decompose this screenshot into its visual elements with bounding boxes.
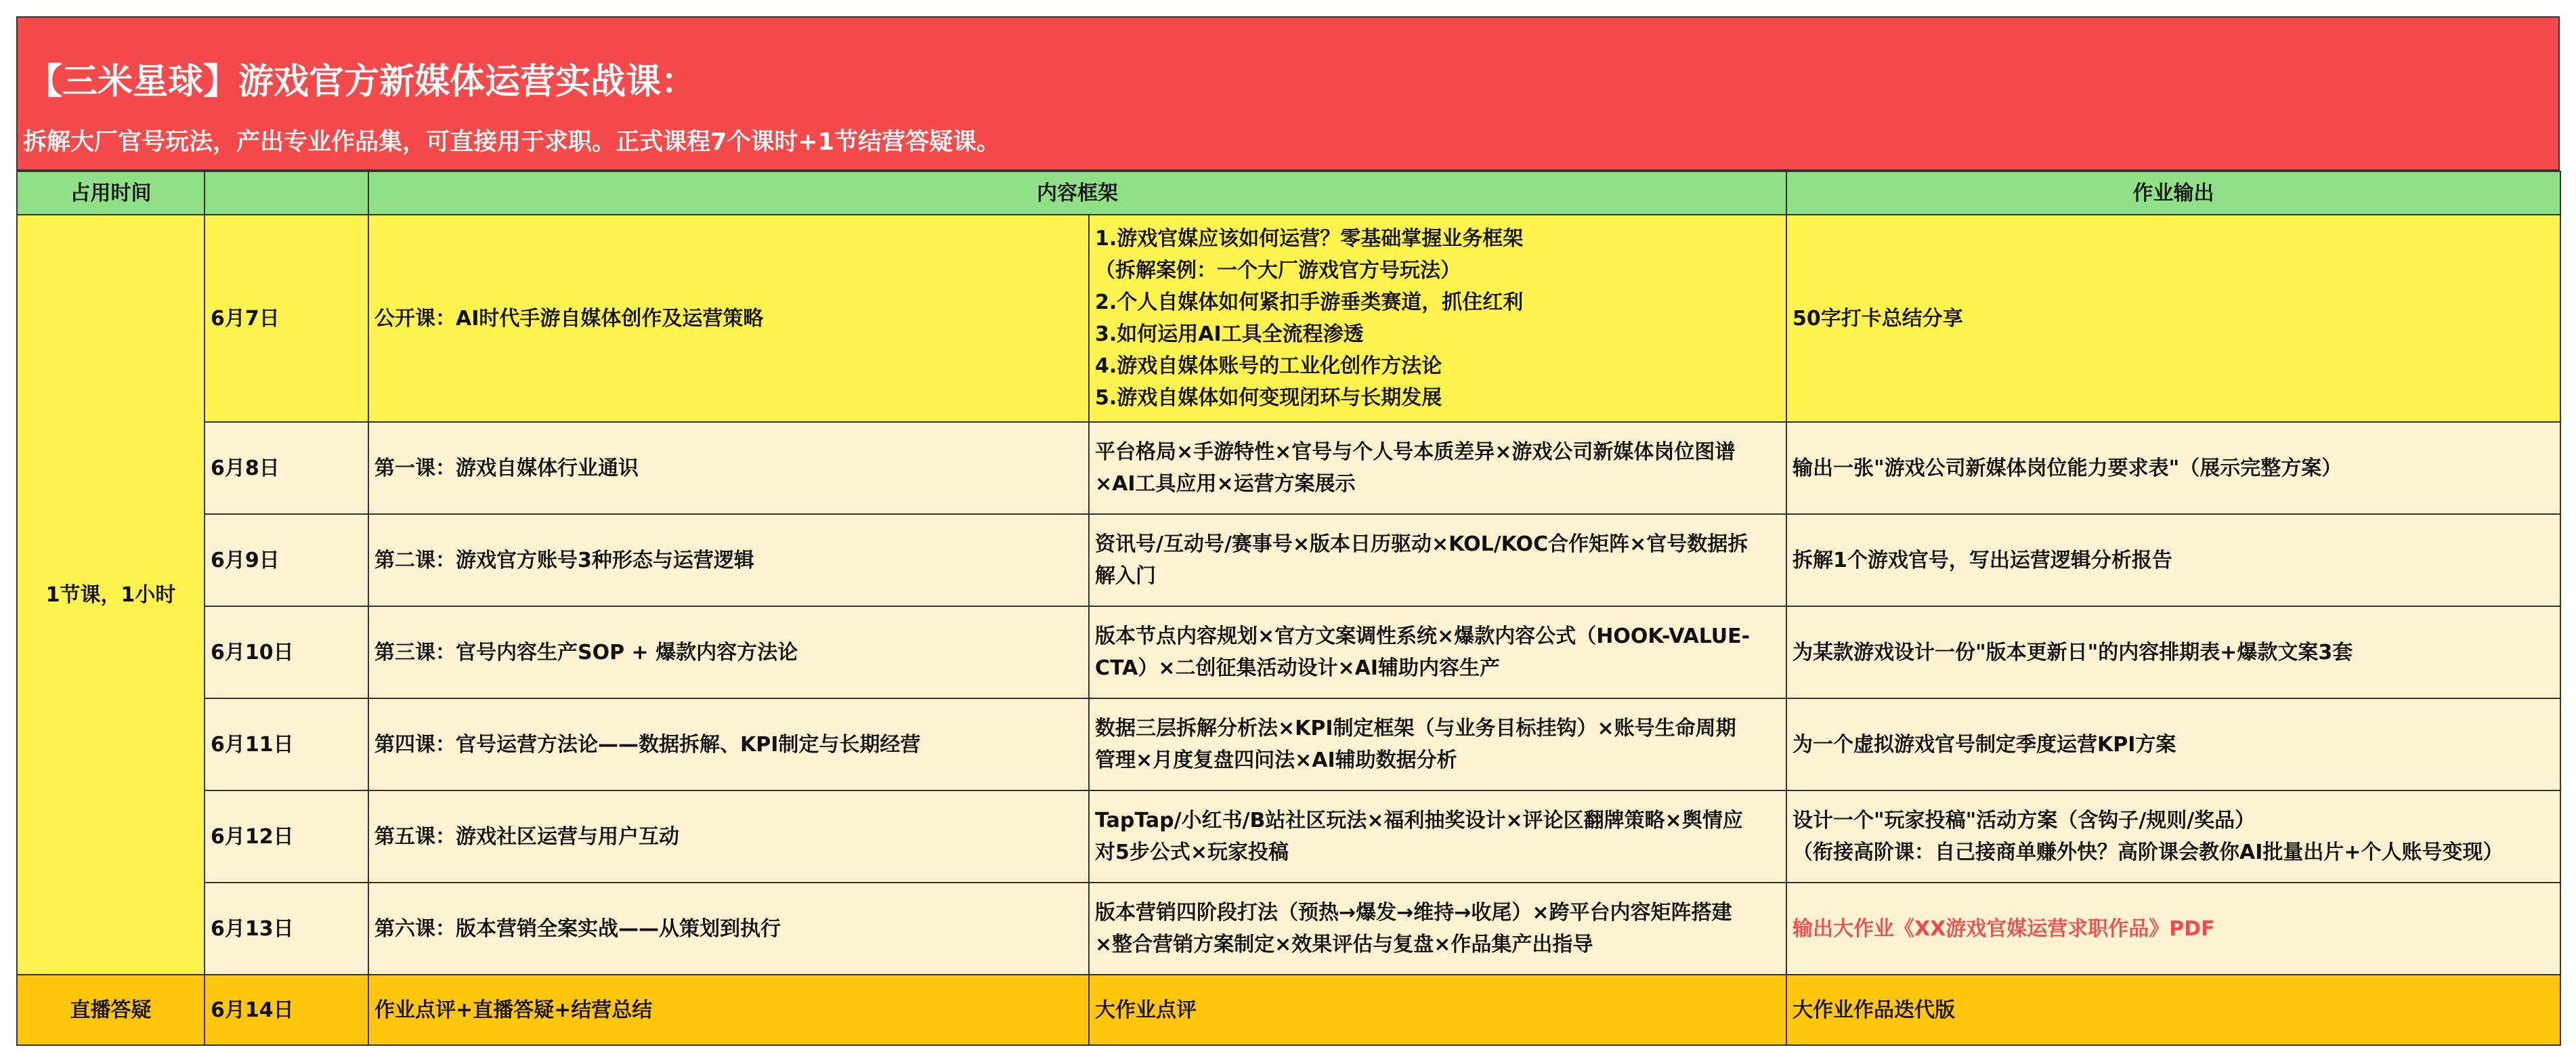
content-line: 5.游戏自媒体如何变现闭环与长期发展 <box>1095 386 1442 410</box>
content-line: 管理×月度复盘四问法×AI辅助数据分析 <box>1095 748 1457 772</box>
date-cell: 6月13日 <box>205 883 368 975</box>
content-line: 解入门 <box>1095 564 1156 588</box>
table-row <box>17 215 2560 422</box>
homework-line: 为某款游戏设计一份"版本更新日"的内容排期表+爆款文案3套 <box>1793 640 2353 664</box>
homework-cell <box>1786 883 2560 975</box>
col-homework-header: 作业输出 <box>1786 171 2560 215</box>
content-line: 4.游戏自媒体账号的工业化创作方法论 <box>1095 354 1442 378</box>
topic-cell: 第六课：版本营销全案实战——从策划到执行 <box>368 883 1089 975</box>
live-qa-row <box>17 975 2560 1045</box>
date-cell: 6月11日 <box>205 698 368 790</box>
homework-line: 输出一张"游戏公司新媒体岗位能力要求表"（展示完整方案） <box>1793 456 2342 480</box>
homework-line: 拆解1个游戏官号，写出运营逻辑分析报告 <box>1793 548 2172 572</box>
duration-cell: 直播答疑 <box>17 975 205 1045</box>
content-cell <box>1089 698 1786 790</box>
homework-cell <box>1786 698 2560 790</box>
topic-cell: 作业点评+直播答疑+结营总结 <box>368 975 1089 1045</box>
duration-cell: 1节课，1小时 <box>17 215 205 975</box>
content-line: 数据三层拆解分析法×KPI制定框架（与业务目标挂钩）×账号生命周期 <box>1095 717 1736 740</box>
date-cell: 6月7日 <box>205 215 368 422</box>
content-cell <box>1089 422 1786 514</box>
topic-cell: 第四课：官号运营方法论——数据拆解、KPI制定与长期经营 <box>368 698 1089 790</box>
homework-cell <box>1786 422 2560 514</box>
content-cell <box>1089 606 1786 698</box>
content-cell: 大作业点评 <box>1089 975 1786 1045</box>
date-cell: 6月12日 <box>205 790 368 883</box>
col-blank-header <box>205 171 368 215</box>
content-line: 3.如何运用AI工具全流程渗透 <box>1095 322 1364 346</box>
content-line: 版本营销四阶段打法（预热→爆发→维持→收尾）×跨平台内容矩阵搭建 <box>1095 901 1732 925</box>
content-line: ×AI工具应用×运营方案展示 <box>1095 472 1356 496</box>
date-cell: 6月9日 <box>205 514 368 606</box>
table-row <box>17 698 2560 790</box>
homework-cell: 大作业作品迭代版 <box>1786 975 2560 1045</box>
content-line: ×整合营销方案制定×效果评估与复盘×作品集产出指导 <box>1095 933 1593 956</box>
content-cell <box>1089 215 1786 422</box>
date-cell: 6月8日 <box>205 422 368 514</box>
content-line: 1.游戏官媒应该如何运营？零基础掌握业务框架 <box>1095 227 1524 251</box>
content-line: 平台格局×手游特性×官号与个人号本质差异×游戏公司新媒体岗位图谱 <box>1095 440 1736 464</box>
col-duration-header: 占用时间 <box>17 171 205 215</box>
course-subtitle: 拆解大厂官号玩法，产出专业作品集，可直接用于求职。正式课程7个课时+1节结营答疑课。 <box>23 129 1001 156</box>
content-line: TapTap/小红书/B站社区玩法×福利抽奖设计×评论区翻牌策略×舆情应 <box>1095 809 1743 832</box>
homework-line: （衔接高阶课：自己接商单赚外快？高阶课会教你AI批量出片+个人账号变现） <box>1793 841 2504 864</box>
content-line: （拆解案例：一个大厂游戏官方号玩法） <box>1095 259 1461 282</box>
topic-cell: 第二课：游戏官方账号3种形态与运营逻辑 <box>368 514 1089 606</box>
topic-cell: 第三课：官号内容生产SOP + 爆款内容方法论 <box>368 606 1089 698</box>
table-row <box>17 606 2560 698</box>
homework-line: 设计一个"玩家投稿"活动方案（含钩子/规则/奖品） <box>1793 809 2256 832</box>
topic-cell: 第一课：游戏自媒体行业通识 <box>368 422 1089 514</box>
content-line: 2.个人自媒体如何紧扣手游垂类赛道，抓住红利 <box>1095 291 1524 314</box>
homework-cell <box>1786 606 2560 698</box>
content-line: 版本节点内容规划×官方文案调性系统×爆款内容公式（HOOK-VALUE- <box>1095 625 1751 648</box>
table-row <box>17 514 2560 606</box>
homework-line: 输出大作业《XX游戏官媒运营求职作品》PDF <box>1793 916 2215 941</box>
content-cell <box>1089 883 1786 975</box>
date-cell: 6月10日 <box>205 606 368 698</box>
content-cell <box>1089 514 1786 606</box>
table-row <box>17 790 2560 883</box>
content-line: CTA）×二创征集活动设计×AI辅助内容生产 <box>1095 656 1501 680</box>
homework-cell <box>1786 790 2560 883</box>
content-cell <box>1089 790 1786 883</box>
content-line: 对5步公式×玩家投稿 <box>1095 841 1289 864</box>
homework-line: 为一个虚拟游戏官号制定季度运营KPI方案 <box>1793 732 2176 757</box>
col-content-header: 内容框架 <box>368 171 1786 215</box>
homework-cell <box>1786 514 2560 606</box>
homework-cell: 50字打卡总结分享 <box>1786 215 2560 422</box>
topic-cell: 公开课：AI时代手游自媒体创作及运营策略 <box>368 215 1089 422</box>
table-row <box>17 883 2560 975</box>
course-header <box>16 16 2560 171</box>
header-row <box>17 171 2560 215</box>
table-row <box>17 422 2560 514</box>
content-line: 资讯号/互动号/赛事号×版本日历驱动×KOL/KOC合作矩阵×官号数据拆 <box>1095 532 1748 556</box>
topic-cell: 第五课：游戏社区运营与用户互动 <box>368 790 1089 883</box>
schedule-table <box>16 171 2561 1046</box>
date-cell: 6月14日 <box>205 975 368 1045</box>
course-title: 【三米星球】游戏官方新媒体运营实战课： <box>27 62 697 102</box>
